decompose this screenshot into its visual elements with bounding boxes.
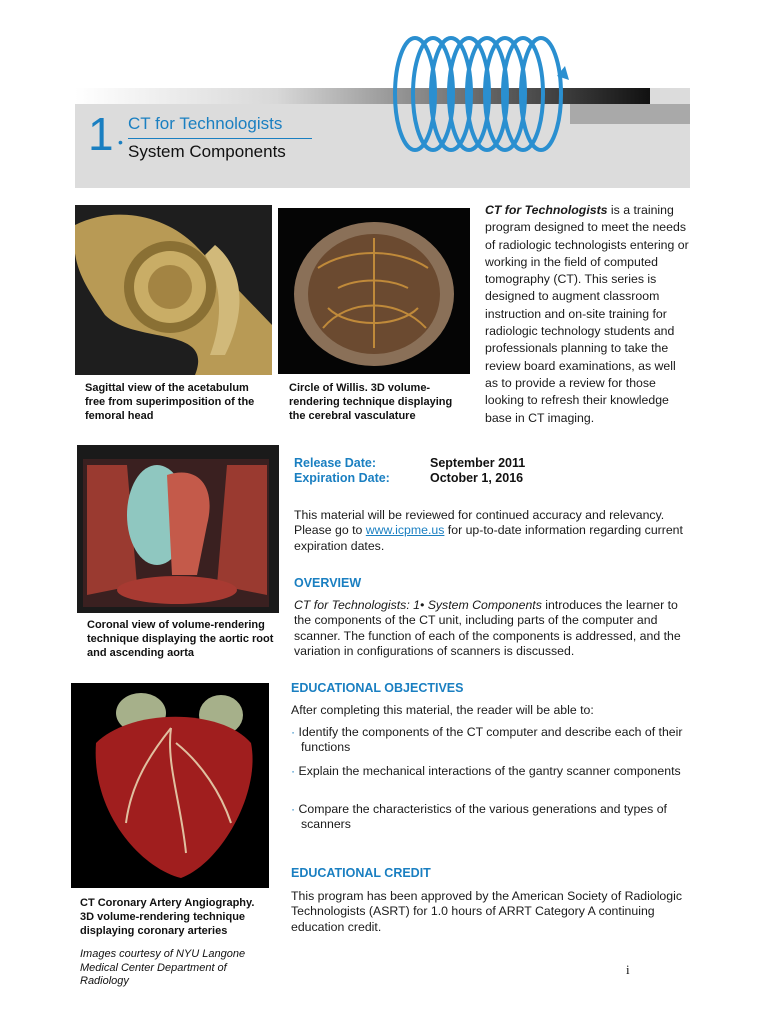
acetabulum-image [75, 205, 272, 375]
chapter-number: 1 [88, 108, 114, 160]
caption-acetabulum: Sagittal view of the acetabulum free from superimposition of the femoral head [85, 382, 255, 422]
release-date-value: September 2011 [430, 456, 526, 470]
credit-paragraph: This program has been approved by the American Society of Radiologic Technologists (ASRT) for 1.0 hours of ARRT Category A continuing education credit. [291, 889, 682, 934]
overview-heading: OVERVIEW [294, 576, 362, 590]
header-subtitle: System Components [128, 142, 286, 161]
expiration-date-value: October 1, 2016 [430, 471, 524, 485]
caption-coronary: CT Coronary Artery Angiography. 3D volume-rendering technique displaying coronary arteries [80, 897, 255, 937]
review-text-before: This material will be reviewed for continued accuracy and relevancy. Please go to [294, 508, 665, 538]
credit-heading: EDUCATIONAL CREDIT [291, 866, 431, 880]
intro-paragraph [485, 202, 690, 427]
header-gray-bar [570, 104, 690, 124]
objective-item: · Identify the components of the CT computer and describe each of their functions [291, 725, 683, 755]
coronary-angiography-image [71, 683, 269, 888]
intro-text: is a training program designed to meet the needs of radiologic technologists entering or working in the field of computed tomography (CT). This series is designed to augment classroom instruction and on-site training for radiologic technology students and professionals planning to take the review board examinations, as well as to provide a review for those looking to refresh their knowledge base in CT imaging. [485, 203, 689, 425]
caption-coronal: Coronal view of volume-rendering technique displaying the aortic root and ascending aorta [87, 619, 274, 659]
ct-coil-logo [385, 32, 575, 157]
header-top-band [75, 40, 690, 88]
overview-text: introduces the learner to the components of the CT unit, including parts of the computer and scanner. The function of each of the components is addressed, and the variation in configurations of scanners is discussed. [294, 598, 681, 659]
objectives-heading: EDUCATIONAL OBJECTIVES [291, 681, 464, 695]
overview-italic: CT for Technologists: 1• System Components [294, 598, 542, 612]
bullet-marker: · [291, 764, 296, 778]
bullet-marker: · [291, 802, 296, 816]
page-number: i [626, 962, 630, 977]
chapter-dot: • [118, 134, 123, 150]
objective-item: · Compare the characteristics of the various generations and types of scanners [291, 802, 667, 832]
header-title-rule [128, 138, 312, 139]
release-date-label: Release Date: [294, 456, 376, 470]
overview-paragraph [294, 598, 684, 660]
review-paragraph [294, 508, 699, 554]
circle-of-willis-image [278, 208, 470, 374]
expiration-date-label: Expiration Date: [294, 471, 390, 485]
icpme-link[interactable]: www.icpme.us [365, 523, 445, 538]
caption-willis: Circle of Willis. 3D volume-rendering technique displaying the cerebral vasculature [289, 382, 453, 422]
header-title: CT for Technologists [128, 114, 283, 133]
review-text-after: for up-to-date information regarding current expiration dates. [294, 523, 683, 553]
bullet-marker: · [291, 725, 296, 739]
coronal-aorta-image [77, 445, 279, 613]
objective-item: · Explain the mechanical interactions of the gantry scanner components [291, 764, 681, 778]
objectives-intro: After completing this material, the reader will be able to: [291, 703, 594, 717]
intro-program-name: CT for Technologists [485, 203, 608, 217]
image-courtesy: Images courtesy of NYU Langone Medical Center Department of Radiology [80, 948, 246, 987]
dates-block [294, 456, 525, 486]
